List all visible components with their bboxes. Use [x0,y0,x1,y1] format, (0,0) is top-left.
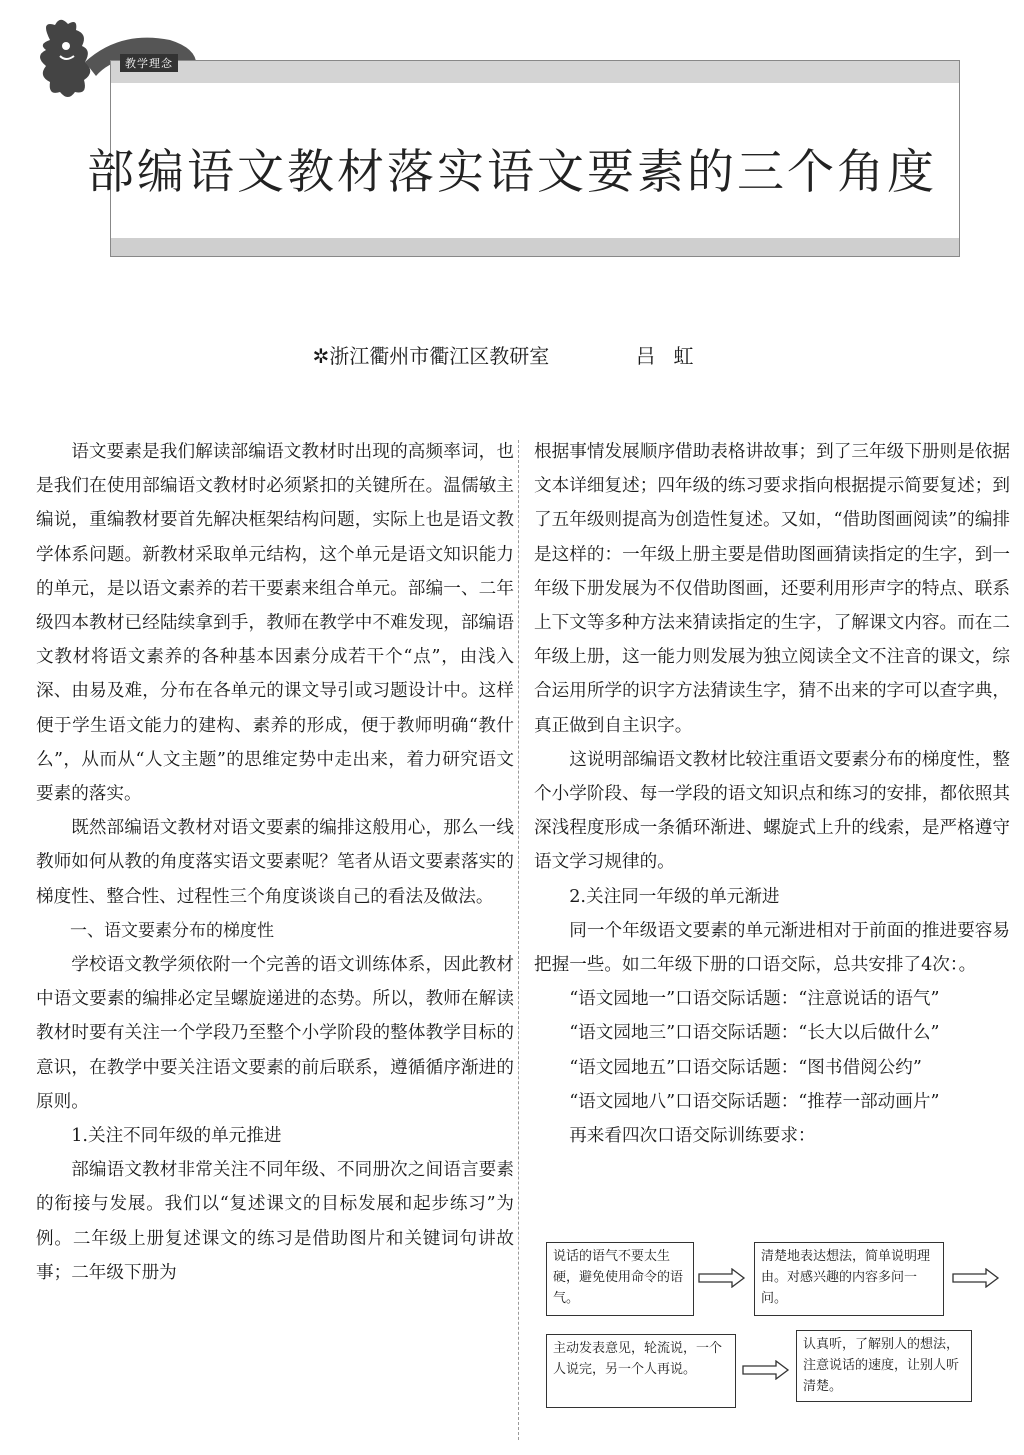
paragraph: 学校语文教学须依附一个完善的语文训练体系，因此教材中语文要素的编排必定呈螺旋递进的态势。所以，教师在解读教材时要有关注一个学段乃至整个小学阶段的整体教学目标的意识，在教学中要关注语文要素的前后联系，遵循循序渐进的原则。 [36,955,514,1112]
right-arrow-icon [952,1268,1000,1288]
title-box-bottom-bar [111,238,959,256]
column-divider [518,440,519,1440]
paragraph: 根据事情发展顺序借助表格讲故事；到了三年级下册则是依据文本详细复述；四年级的练习要求指向根据提示简要复述；到了五年级则提高为创造性复述。又如，“借助图画阅读”的编排是这样的：一年级上册主要是借助图画猜读指定的生字，到一年级下册发展为不仅借助图画，还要利用形声字的特点、联系上下文等多种方法来猜读指定的生字，了解课文内容。而在二年级上册，这一能力则发展为独立阅读全文不注音的课文，综合运用所学的识字方法猜读生字，猜不出来的字可以查字典，真正做到自主识字。 [534,442,1010,736]
right-arrow-icon [698,1268,746,1288]
paragraph: 再来看四次口语交际训练要求： [569,1126,816,1147]
topic-line: “语文园地八”口语交际话题：“推荐一部动画片” [569,1091,940,1112]
paragraph: 这说明部编语文教材比较注重语文要素分布的梯度性，整个小学阶段、每一学段的语文知识点和练习的安排，都依照其深浅程度形成一条循环渐进、螺旋式上升的线索，是严格遵守语文学习规律的。 [534,749,1010,873]
topic-line: “语文园地一”口语交际话题：“注意说话的语气” [569,989,940,1010]
right-arrow-icon [742,1360,790,1380]
paragraph: 既然部编语文教材对语文要素的编排这般用心，那么一线教师如何从教的角度落实语文要素呢？笔者从语文要素落实的梯度性、整合性、过程性三个角度谈谈自己的看法及做法。 [36,818,514,907]
flow-box-4: 认真听，了解别人的想法，注意说话的速度，让别人听清楚。 [796,1330,972,1402]
flow-diagram [538,1236,1008,1436]
topic-line: “语文园地五”口语交际话题：“图书借阅公约” [569,1057,922,1078]
flow-box-2: 清楚地表达想法，简单说明理由。对感兴趣的内容多问一问。 [754,1242,944,1316]
affiliation: ✲浙江衢州市衢江区教研室 [312,344,550,368]
section-tag: 教学理念 [120,54,178,72]
left-column [36,435,514,1290]
byline [0,340,1024,369]
subsection-heading: 1.关注不同年级的单元推进 [71,1126,282,1147]
paragraph: 部编语文教材非常关注不同年级、不同册次之间语言要素的衔接与发展。我们以“复述课文的目标发展和起步练习”为例。二年级上册复述课文的练习是借助图片和关键词句讲故事；二年级下册为 [36,1160,514,1283]
subsection-heading: 2.关注同一年级的单元渐进 [569,886,780,907]
article-title: 部编语文教材落实语文要素的三个角度 [87,145,937,200]
flow-box-1: 说话的语气不要太生硬，避免使用命令的语气。 [546,1242,694,1316]
paragraph: 同一个年级语文要素的单元渐进相对于前面的推进要容易把握一些。如二年级下册的口语交际，总共安排了4次：。 [534,920,1010,976]
paragraph: 语文要素是我们解读部编语文教材时出现的高频率词，也是我们在使用部编语文教材时必须紧扣的关键所在。温儒敏主编说，重编教材要首先解决框架结构问题，实际上也是语文教学体系问题。新教材采取单元结构，这个单元是语文知识能力的单元，是以语文素养的若干要素来组合单元。部编一、二年级四本教材已经陆续拿到手，教师在教学中不难发现，部编语文教材将语文素养的各种基本因素分成若干个“点”，由浅入深、由易及难，分布在各单元的课文导引或习题设计中。这样便于学生语文能力的建构、素养的形成，便于教师明确“教什么”，从而从“人文主题”的思维定势中走出来，着力研究语文要素的落实。 [36,442,514,805]
section-heading: 一、语文要素分布的梯度性 [70,920,274,941]
author-name: 吕虹 [635,344,712,368]
title-box-top-bar [111,61,959,83]
topic-line: “语文园地三”口语交际话题：“长大以后做什么” [569,1023,940,1044]
right-column [534,435,1010,1153]
flow-box-3: 主动发表意见，轮流说，一个人说完，另一个人再说。 [546,1334,736,1408]
